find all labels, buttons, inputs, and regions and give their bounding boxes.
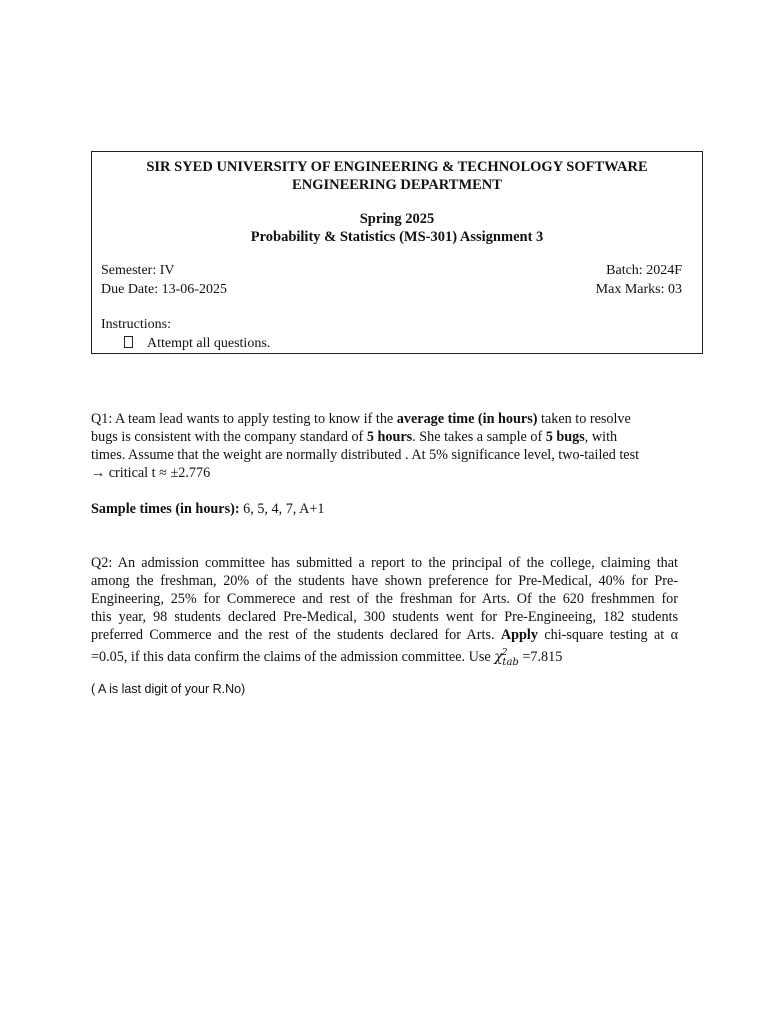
university-title-line2: ENGINEERING DEPARTMENT (292, 177, 502, 193)
sample-times-values: 6, 5, 4, 7, A+1 (239, 501, 325, 517)
term-title: Spring 2025 (359, 211, 435, 227)
q1-line2: bugs is consistent with the company standard of 5 hours. She takes a sample of 5 bugs, with (91, 429, 618, 445)
q1-line1: Q1: A team lead wants to apply testing to know if the average time (in hours) taken to resolve (91, 411, 631, 427)
q2-line3: Engineering, 25% for Commerece and rest of the freshman for Arts. Of the 620 freshmmen for (91, 591, 678, 607)
instruction-item (124, 335, 270, 353)
sample-times (91, 500, 678, 518)
q2-line4: this year, 98 students declared Pre-Medical, 300 students went for Pre-Engineeing, 182 students (91, 609, 678, 625)
alpha-symbol: α (670, 627, 678, 643)
sample-times-label: Sample times (in hours): (91, 501, 240, 517)
semester-label: Semester: IV (101, 263, 175, 278)
instructions-label: Instructions: (101, 317, 171, 332)
q1-line4: → critical t ≈ ±2.776 (91, 465, 211, 481)
question-1 (91, 410, 678, 482)
q2-line1: Q2: An admission committee has submitted a report to the principal of the college, claiming that (91, 555, 678, 571)
instruction-text: Attempt all questions. (147, 336, 271, 351)
assignment-header-box (91, 151, 703, 354)
chi-square-symbol: $\chi^2_{tab}$ (494, 648, 519, 668)
bullet-icon (124, 336, 133, 348)
course-title: Probability & Statistics (MS-301) Assignment 3 (250, 229, 544, 245)
batch-label: Batch: 2024F (606, 263, 682, 278)
q2-line6: =0.05, if this data confirm the claims of the admission committee. Use $\chi^2_{tab} =7.815$ (91, 648, 563, 668)
max-marks-label: Max Marks: 03 (595, 282, 682, 297)
roll-number-note: ( A is last digit of your R.No) (91, 682, 246, 696)
question-2 (91, 554, 678, 672)
q2-line5: preferred Commerce and the rest of the students declared for Arts. Apply chi-square testing at α (91, 627, 678, 643)
q2-line2: among the freshman, 20% of the students have shown preference for Pre-Medical, 40% for Pre- (91, 573, 678, 589)
university-title-line1: SIR SYED UNIVERSITY OF ENGINEERING & TECHNOLOGY SOFTWARE (146, 159, 648, 175)
q1-line3: times. Assume that the weight are normally distributed . At 5% significance level, two-tailed test (91, 447, 640, 463)
due-date-label: Due Date: 13-06-2025 (101, 282, 227, 297)
